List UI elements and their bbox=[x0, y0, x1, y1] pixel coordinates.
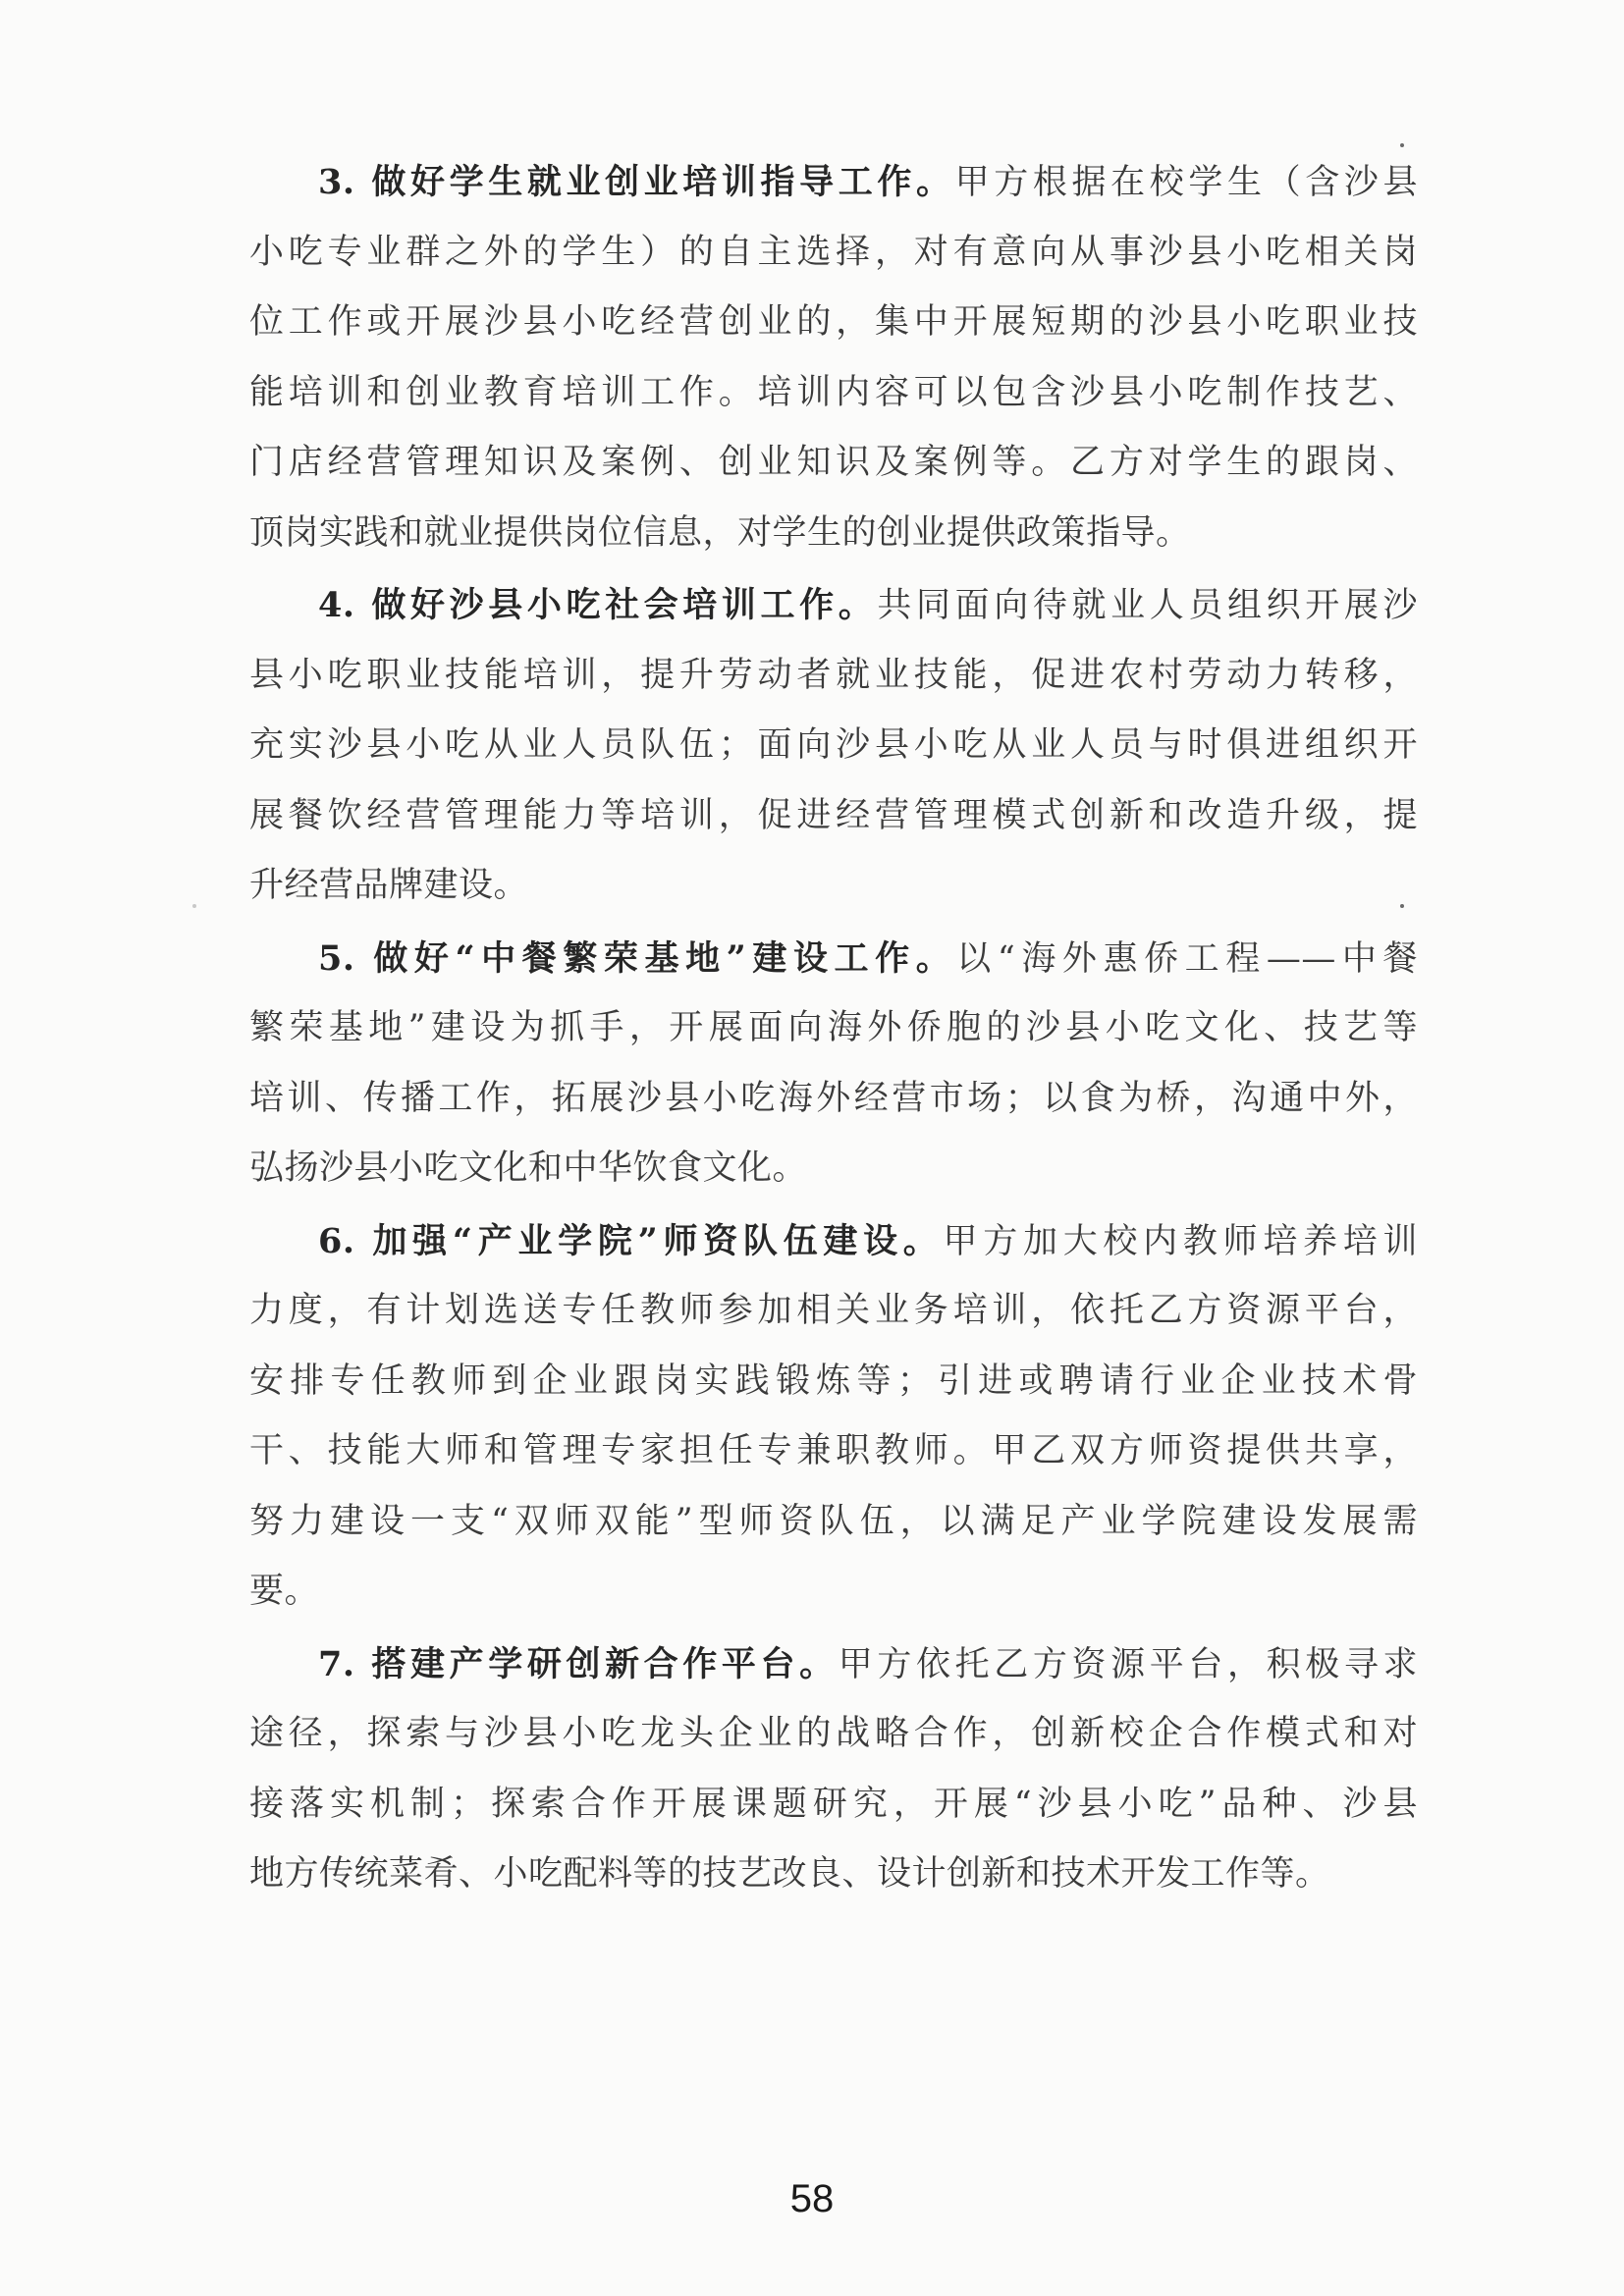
paragraph-text: 甲方依托乙方资源平台，积极寻求 bbox=[838, 1644, 1418, 1684]
paragraph-text: 县小吃职业技能培训，提升劳动者就业技能，促进农村劳动力转移， bbox=[249, 655, 1418, 695]
paragraph-text: 甲方根据在校学生（含沙县 bbox=[954, 163, 1418, 202]
paragraph-line bbox=[249, 358, 1418, 429]
paragraph-line bbox=[249, 641, 1418, 712]
paragraph-text: 干、技能大师和管理专家担任专兼职教师。甲乙双方师资提供共享， bbox=[249, 1431, 1418, 1470]
paragraph-line bbox=[249, 499, 1418, 569]
paragraph-text: 弘扬沙县小吃文化和中华饮食文化。 bbox=[249, 1148, 808, 1188]
paragraph-heading: 4. 做好沙县小吃社会培训工作。 bbox=[318, 585, 878, 625]
paragraph-line bbox=[249, 428, 1418, 499]
paragraph-heading: 5. 做好“中餐繁荣基地”建设工作。 bbox=[318, 937, 957, 979]
paragraph-text: 要。 bbox=[249, 1572, 320, 1611]
paragraph-text: 培训、传播工作，拓展沙县小吃海外经营市场；以食为桥，沟通中外， bbox=[249, 1078, 1418, 1118]
document-body bbox=[249, 147, 1418, 1910]
paragraph-line bbox=[249, 1276, 1418, 1347]
paragraph-line bbox=[249, 570, 1418, 641]
paragraph-line bbox=[249, 924, 1418, 994]
paragraph-line bbox=[249, 1699, 1418, 1770]
paragraph-text: 能培训和创业教育培训工作。培训内容可以包含沙县小吃制作技艺、 bbox=[249, 372, 1418, 412]
paragraph-line bbox=[249, 218, 1418, 289]
paragraph-text: 充实沙县小吃从业人员队伍；面向沙县小吃从业人员与时俱进组织开 bbox=[249, 725, 1418, 765]
paragraph-heading: 7. 搭建产学研创新合作平台。 bbox=[318, 1643, 839, 1684]
paragraph-text: 位工作或开展沙县小吃经营创业的，集中开展短期的沙县小吃职业技 bbox=[249, 302, 1418, 342]
paragraph bbox=[249, 1629, 1418, 1910]
paragraph-line bbox=[249, 1557, 1418, 1628]
paragraph-text: 安排专任教师到企业跟岗实践锻炼等；引进或聘请行业企业技术骨 bbox=[249, 1361, 1418, 1401]
paragraph-text: 门店经营管理知识及案例、创业知识及案例等。乙方对学生的跟岗、 bbox=[249, 443, 1418, 482]
paragraph-text: 接落实机制；探索合作开展课题研究，开展“沙县小吃”品种、沙县 bbox=[249, 1784, 1418, 1824]
paragraph-text: 地方传统菜肴、小吃配料等的技艺改良、设计创新和技术开发工作等。 bbox=[249, 1854, 1330, 1894]
paragraph-line bbox=[249, 1064, 1418, 1135]
paragraph bbox=[249, 570, 1418, 922]
paragraph-text: 努力建设一支“双师双能”型师资队伍，以满足产业学院建设发展需 bbox=[249, 1501, 1418, 1541]
paragraph-line bbox=[249, 851, 1418, 922]
paragraph bbox=[249, 1206, 1418, 1628]
paragraph bbox=[249, 924, 1418, 1204]
paragraph-line bbox=[249, 1770, 1418, 1841]
paragraph bbox=[249, 147, 1418, 568]
paragraph-text: 繁荣基地”建设为抓手，开展面向海外侨胞的沙县小吃文化、技艺等 bbox=[249, 1008, 1418, 1047]
paragraph-text: 小吃专业群之外的学生）的自主选择，对有意向从事沙县小吃相关岗 bbox=[249, 232, 1418, 272]
paragraph-line bbox=[249, 1487, 1418, 1558]
paragraph-text: 顶岗实践和就业提供岗位信息，对学生的创业提供政策指导。 bbox=[249, 512, 1191, 553]
paragraph-text: 升经营品牌建设。 bbox=[249, 866, 529, 905]
paragraph-line bbox=[249, 147, 1418, 218]
paragraph-line bbox=[249, 1840, 1418, 1910]
paragraph-text: 以“海外惠侨工程——中餐 bbox=[956, 938, 1418, 979]
paragraph-line bbox=[249, 711, 1418, 781]
paragraph-heading: 3. 做好学生就业创业培训指导工作。 bbox=[318, 162, 955, 202]
paragraph-line bbox=[249, 1347, 1418, 1417]
paragraph-heading: 6. 加强“产业学院”师资队伍建设。 bbox=[318, 1220, 944, 1261]
paragraph-line bbox=[249, 781, 1418, 852]
paragraph-line bbox=[249, 1134, 1418, 1204]
paragraph-text: 甲方加大校内教师培养培训 bbox=[943, 1221, 1418, 1261]
paragraph-text: 共同面向待就业人员组织开展沙 bbox=[877, 586, 1418, 625]
paragraph-text: 力度，有计划选送专任教师参加相关业务培训，依托乙方资源平台， bbox=[249, 1291, 1418, 1330]
paragraph-text: 展餐饮经营管理能力等培训，促进经营管理模式创新和改造升级，提 bbox=[249, 795, 1418, 835]
paragraph-line bbox=[249, 1206, 1418, 1277]
paragraph-line bbox=[249, 288, 1418, 358]
scan-speck bbox=[192, 904, 196, 908]
paragraph-line bbox=[249, 993, 1418, 1064]
paragraph-line bbox=[249, 1416, 1418, 1487]
paragraph-line bbox=[249, 1629, 1418, 1700]
paragraph-text: 途径，探索与沙县小吃龙头企业的战略合作，创新校企合作模式和对 bbox=[249, 1714, 1418, 1753]
page-number: 58 bbox=[789, 2177, 835, 2220]
